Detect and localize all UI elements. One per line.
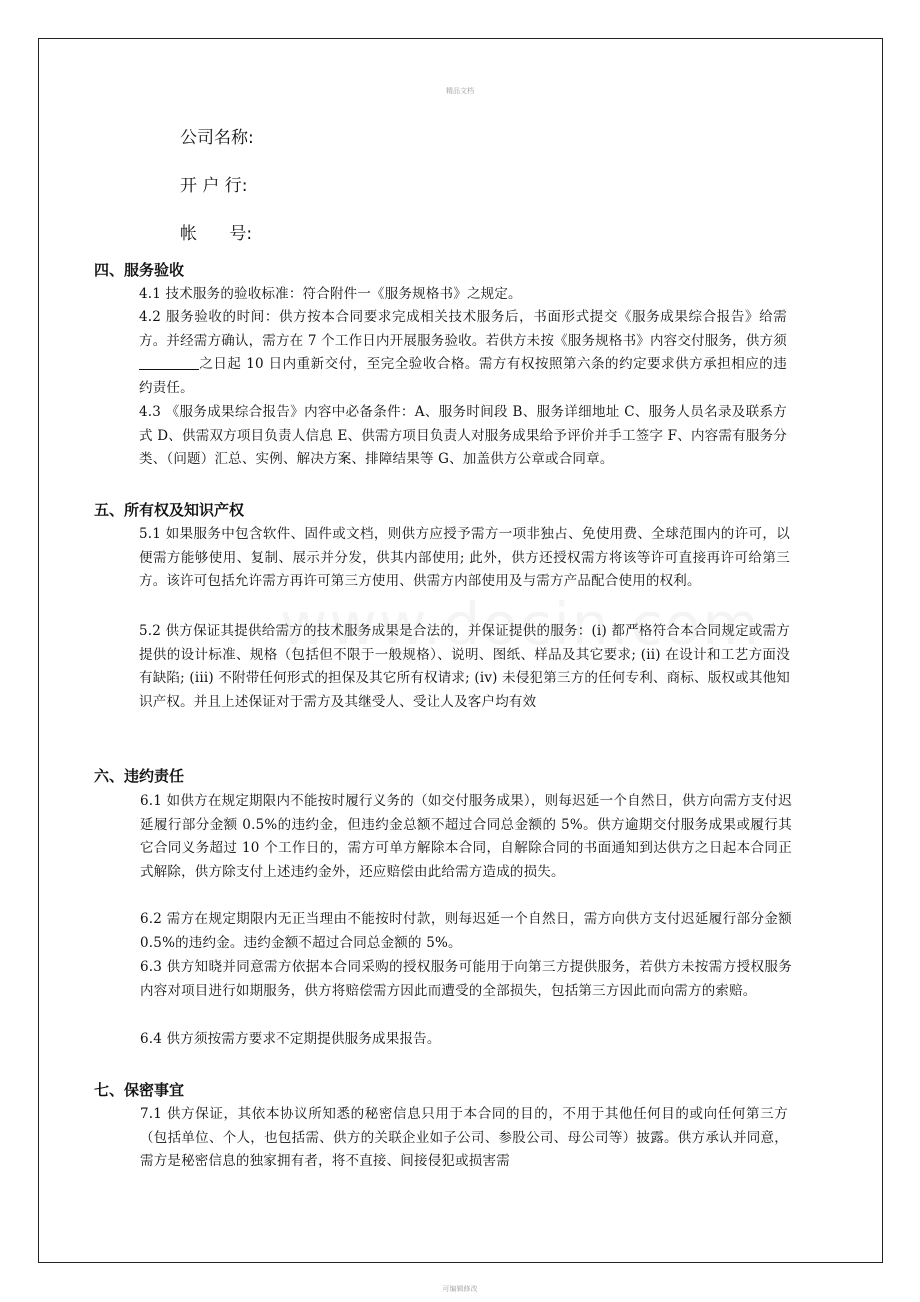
clause-4-2-part2: 之日起 10 日内重新交付，至完全验收合格。需方有权按照第六条的约定要求供方承担相应的违约责任。 — [139, 356, 787, 396]
clause-6-2: 6.2 需方在规定期限内无正当理由不能按时付款，则每迟延一个自然日，需方向供方支付迟延履行部分金额 0.5%的违约金。违约金额不超过合同总金额的 5%。 — [140, 911, 792, 951]
account-label: 帐 号: — [180, 224, 253, 244]
clause-6-4: 6.4 供方须按需方要求不定期提供服务成果报告。 — [140, 1031, 441, 1047]
header-watermark-text: 精品文档 — [446, 87, 474, 95]
section-6-heading: 六、违约责任 — [94, 767, 185, 785]
clause-7-1: 7.1 供方保证，其依本协议所知悉的秘密信息只用于本合同的目的，不用于其他任何目的或向任何第三方（包括单位、个人，也包括需、供方的关联企业如子公司、参股公司、母公司等）披露。供方承认并同意，需方是秘密信息的独家拥有者，将不直接、间接侵犯或损害需 — [140, 1106, 788, 1170]
section-4-heading: 四、服务验收 — [94, 261, 185, 279]
clause-4-1: 4.1 技术服务的验收标准：符合附件一《服务规格书》之规定。 — [139, 286, 522, 302]
bank-label: 开 户 行: — [180, 176, 248, 196]
clause-4-2 — [139, 306, 787, 400]
clause-6-1: 6.1 如供方在规定期限内不能按时履行义务的（如交付服务成果），则每迟延一个自然日，供方向需方支付迟延履行部分金额 0.5%的违约金，但违约金总额不超过合同总金额的 5%。供方逾期交付服务成果或履行其它合同义务超过 10 个工作日的，需方可单方解除本合同，自解除合同的书面通知到达供方之日起本合同正式解除，供方除支付上述违约金外，还应赔偿由此给需方造成的损失。 — [140, 793, 792, 880]
company-name-label: 公司名称: — [180, 128, 254, 148]
footer-watermark-text: 可编辑修改 — [442, 1285, 478, 1293]
blank-line — [139, 355, 199, 370]
clause-4-2-part1: 4.2 服务验收的时间：供方按本合同要求完成相关技术服务后，书面形式提交《服务成果综合报告》给需方。并经需方确认，需方在 7 个工作日内开展服务验收。若供方未按《服务规格书》内容交付服务，供方须 — [139, 309, 787, 349]
section-7-heading: 七、保密事宜 — [94, 1081, 185, 1099]
clause-5-1: 5.1 如果服务中包含软件、固件或文档，则供方应授予需方一项非独占、免使用费、全球范围内的许可，以便需方能够使用、复制、展示并分发，供其内部使用; 此外，供方还授权需方将该等许可直接再许可给第三方。该许可包括允许需方再许可第三方使用、供需方内部使用及与需方产品配合使用的权利。 — [139, 526, 790, 590]
clause-5-2: 5.2 供方保证其提供给需方的技术服务成果是合法的，并保证提供的服务：(i) 都严格符合本合同规定或需方提供的设计标准、规格（包括但不限于一般规格）、说明、图纸、样品及其它要求; (ii) 在设计和工艺方面没有缺陷; (iii) 不附带任何形式的担保及其它所有权请求; (iv) 未侵犯第三方的任何专利、商标、版权或其他知识产权。并且上述保证对于需方及其继受人、受让人及客户均有效 — [139, 623, 790, 710]
clause-4-3: 4.3 《服务成果综合报告》内容中必备条件：A、服务时间段 B、服务详细地址 C、服务人员名录及联系方式 D、供需双方项目负责人信息 E、供需方项目负责人对服务成果给予评价并手工签字 F、内容需有服务分类、（问题）汇总、实例、解决方案、排障结果等 G、加盖供方公章或合同章。 — [139, 404, 787, 468]
section-5-heading: 五、所有权及知识产权 — [94, 501, 245, 519]
clause-6-3: 6.3 供方知晓并同意需方依据本合同采购的授权服务可能用于向第三方提供服务，若供方未按需方授权服务内容对项目进行如期服务，供方将赔偿需方因此而遭受的全部损失，包括第三方因此而向需方的索赔。 — [140, 959, 792, 999]
